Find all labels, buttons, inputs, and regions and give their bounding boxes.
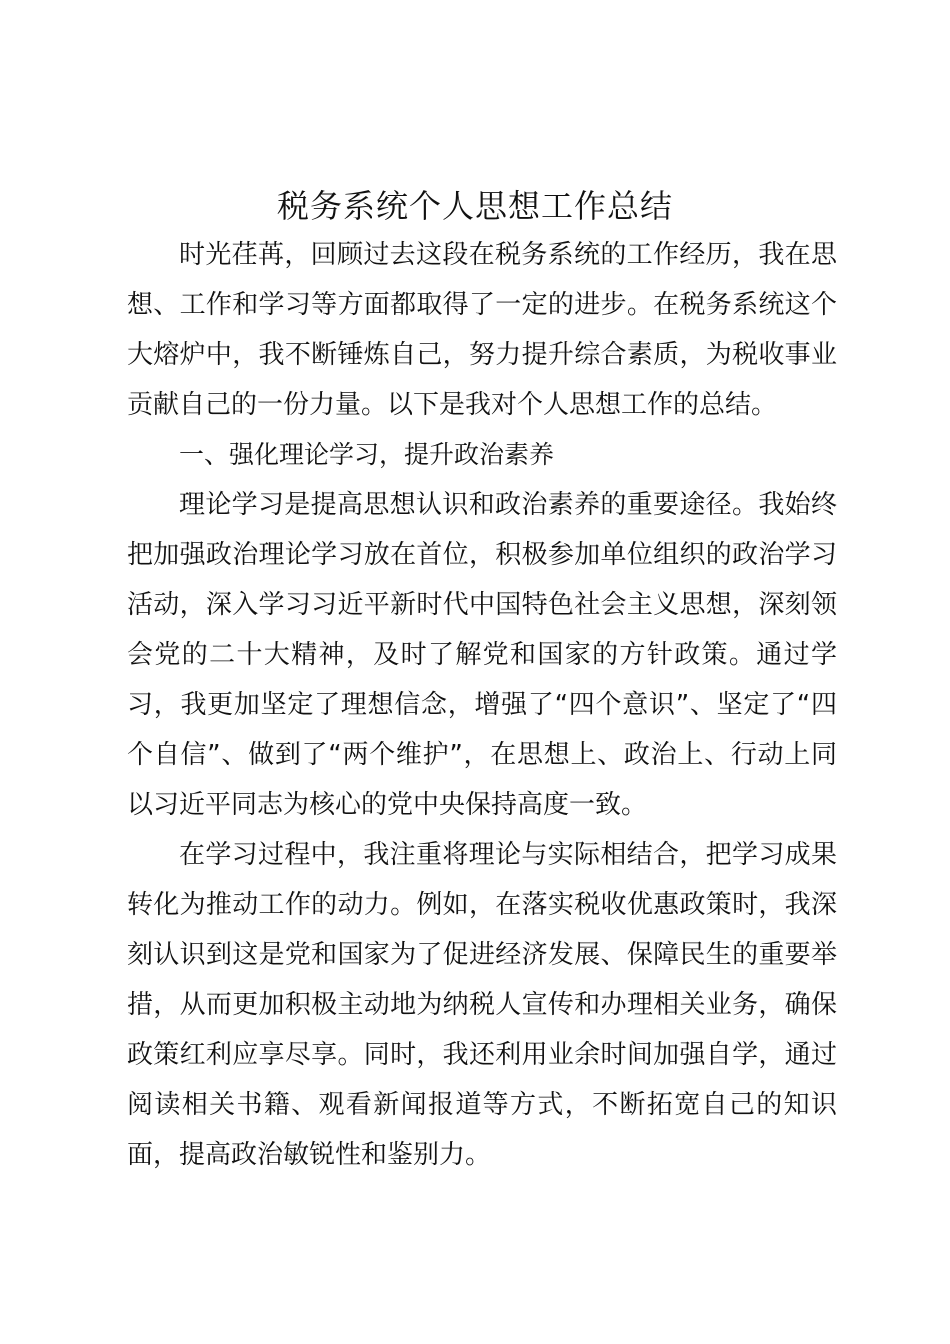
- document-title: 税务系统个人思想工作总结: [276, 187, 673, 225]
- document-body: [127, 230, 837, 1180]
- intro-paragraph: 时光荏苒，回顾过去这段在税务系统的工作经历，我在思想、工作和学习等方面都取得了一定的进步。在税务系统这个大熔炉中，我不断锤炼自己，努力提升综合素质，为税收事业贡献自己的一份力量。以下是我对个人思想工作的总结。: [127, 240, 837, 420]
- body-paragraph: 在学习过程中，我注重将理论与实际相结合，把学习成果转化为推动工作的动力。例如，在落实税收优惠政策时，我深刻认识到这是党和国家为了促进经济发展、保障民生的重要举措，从而更加积极主动地为纳税人宣传和办理相关业务，确保政策红利应享尽享。同时，我还利用业余时间加强自学，通过阅读相关书籍、观看新闻报道等方式，不断拓宽自己的知识面，提高政治敏锐性和鉴别力。: [127, 840, 837, 1170]
- section-heading: 一、强化理论学习，提升政治素养: [179, 440, 555, 469]
- body-paragraph: 理论学习是提高思想认识和政治素养的重要途径。我始终把加强政治理论学习放在首位，积极参加单位组织的政治学习活动，深入学习习近平新时代中国特色社会主义思想，深刻领会党的二十大精神，及时了解党和国家的方针政策。通过学习，我更加坚定了理想信念，增强了“四个意识”、坚定了“四个自信”、做到了“两个维护”，在思想上、政治上、行动上同以习近平同志为核心的党中央保持高度一致。: [127, 490, 837, 820]
